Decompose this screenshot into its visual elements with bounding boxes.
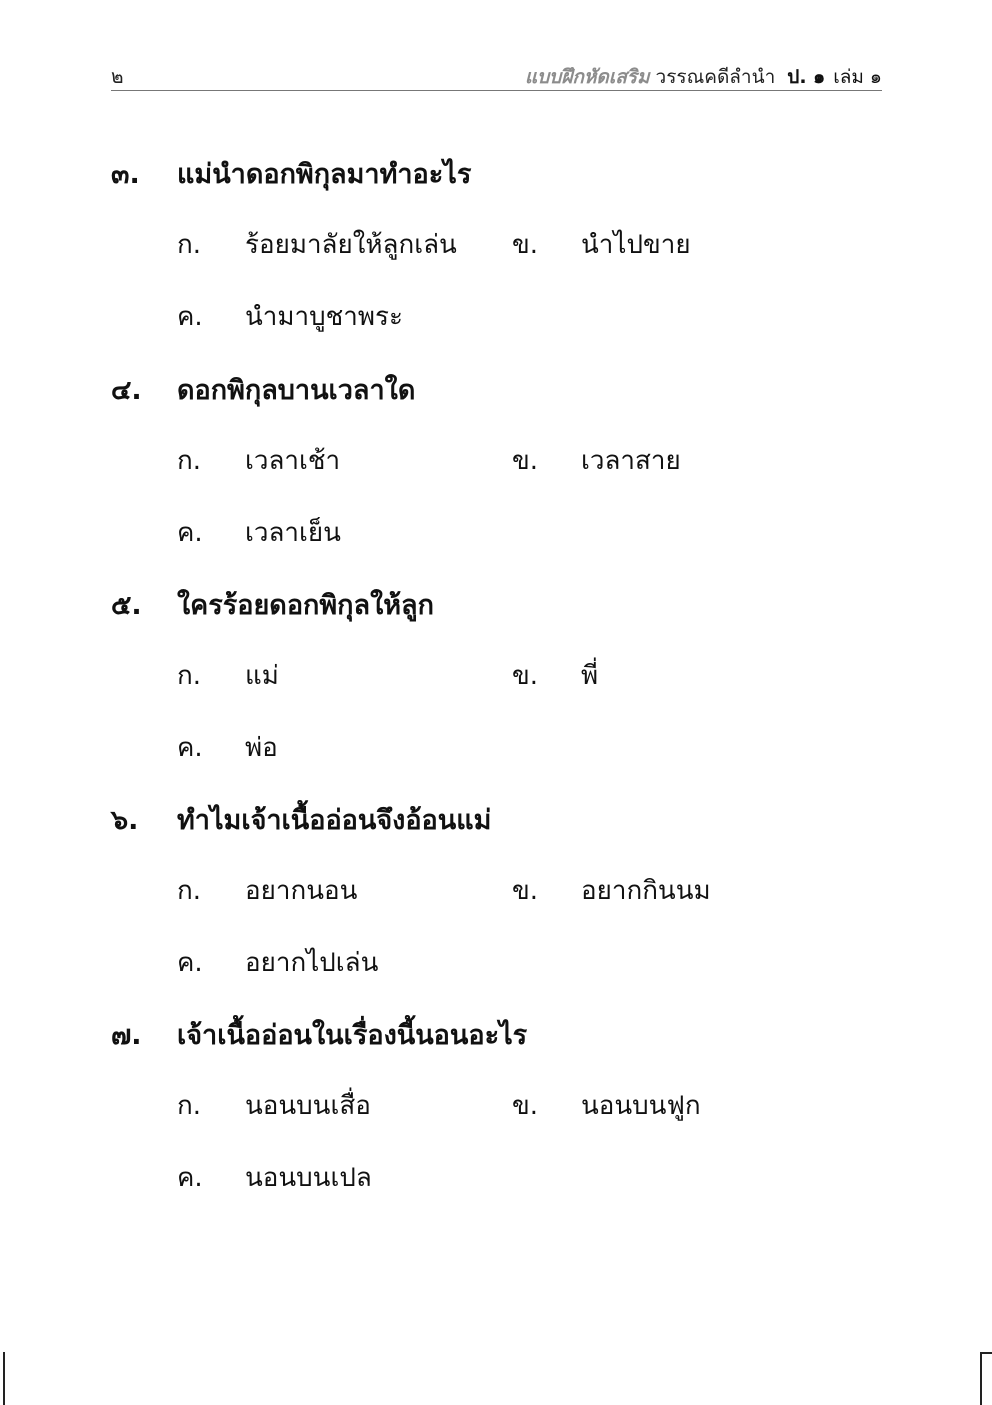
choice-letter: ข. [512,1091,539,1121]
choice-letter: ก. [177,876,202,906]
choice-row [111,296,871,336]
choice-text: เวลาสาย [581,446,681,476]
choice-text: พ่อ [245,733,278,763]
question-text: ทำไมเจ้าเนื้ออ่อนจึงอ้อนแม่ [177,805,492,836]
choice-text: อยากไปเล่น [245,948,379,978]
choice-text: ร้อยมาลัยให้ลูกเล่น [245,230,457,260]
choice-row [111,655,871,695]
choice-letter: ข. [512,446,539,476]
question-number: ๓. [111,159,140,190]
choice-letter: ก. [177,661,202,691]
choice-row [111,512,871,552]
choice-text: อยากนอน [245,876,358,906]
question-number: ๖. [111,805,139,836]
choice-letter: ค. [177,733,203,763]
choice-row [111,1085,871,1125]
question-number: ๕. [111,590,142,621]
question-text: เจ้าเนื้ออ่อนในเรื่องนี้นอนอะไร [177,1020,528,1051]
choice-row [111,870,871,910]
choice-row [111,1157,871,1197]
choice-letter: ข. [512,230,539,260]
choice-letter: ค. [177,948,203,978]
choice-text: เวลาเย็น [245,518,341,548]
page-header [111,60,882,91]
choice-letter: ข. [512,661,539,691]
choice-row [111,440,871,480]
choice-letter: ค. [177,518,203,548]
question-number: ๗. [111,1020,142,1051]
choice-text: นอนบนเสื่อ [245,1091,371,1121]
choice-row [111,727,871,767]
volume-label: เล่ม ๑ [833,66,882,88]
choice-letter: ข. [512,876,539,906]
choice-letter: ก. [177,1091,202,1121]
crop-mark-left [3,1352,5,1405]
choice-text: นำมาบูชาพระ [245,302,403,332]
question-text: ใครร้อยดอกพิกุลให้ลูก [177,590,434,621]
choice-row [111,224,871,264]
grade-label: ป. ๑ [787,66,826,88]
question-text: ดอกพิกุลบานเวลาใด [177,375,416,406]
series-title: แบบฝึกหัดเสริม [524,66,650,88]
crop-mark-right-horizontal [980,1352,992,1354]
choice-row [111,942,871,982]
choice-text: นำไปขาย [581,230,691,260]
choice-letter: ก. [177,446,202,476]
choice-text: เวลาเช้า [245,446,341,476]
page-number: ๒ [111,66,124,88]
choice-text: พี่ [581,661,599,691]
choice-text: นอนบนเปล [245,1163,372,1193]
choice-text: นอนบนฟูก [581,1091,701,1121]
crop-mark-right-vertical [980,1352,982,1405]
subject-title: วรรณคดีลำนำ [655,66,776,88]
header-title [525,62,882,92]
choice-letter: ก. [177,230,202,260]
choice-letter: ค. [177,1163,203,1193]
choice-text: อยากกินนม [581,876,711,906]
choice-letter: ค. [177,302,203,332]
choice-text: แม่ [245,661,279,691]
question-number: ๔. [111,375,142,406]
question-text: แม่นำดอกพิกุลมาทำอะไร [177,159,472,190]
